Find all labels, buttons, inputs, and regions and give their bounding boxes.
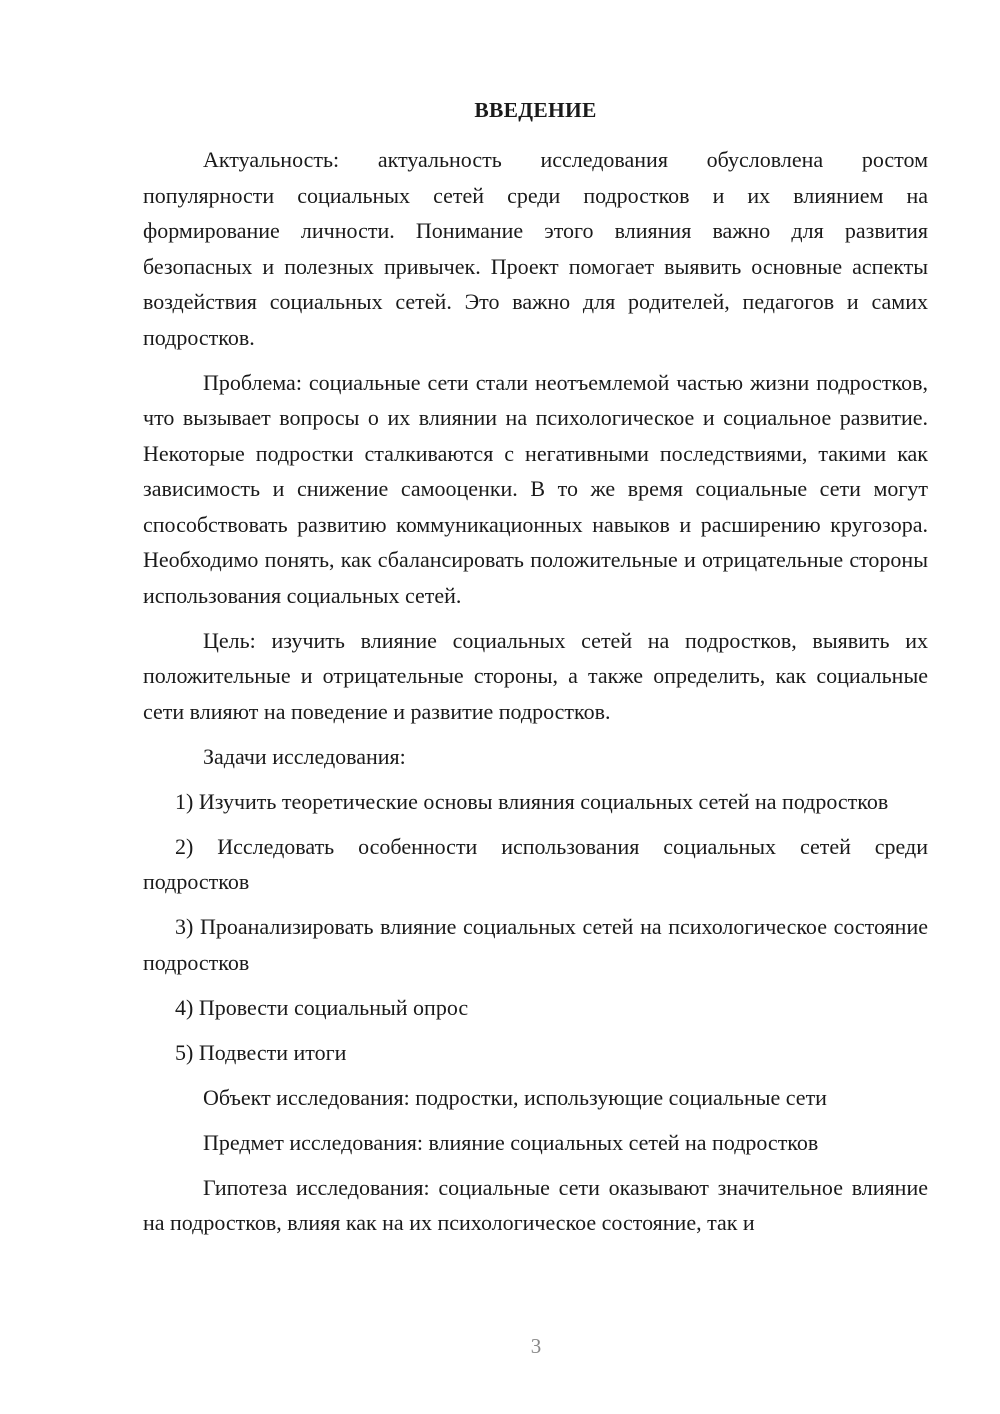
relevance-paragraph: Актуальность: актуальность исследования обусловлена ростом популярности социальных сетей среди подростков и их влиянием на формирование личности. Понимание этого влияния важно для развития безопасных и полезных привычек. Проект помогает выявить основные аспекты воздействия социальных сетей. Это важно для родителей, педагогов и самих подростков. [143, 147, 928, 350]
page-number: 3 [530, 1334, 542, 1358]
task-item-3: 3) Проанализировать влияние социальных сетей на психологическое состояние подростков [143, 914, 928, 975]
task-item-5: 5) Подвести итоги [175, 1039, 347, 1065]
research-object: Объект исследования: подростки, использующие социальные сети [203, 1084, 827, 1110]
tasks-heading: Задачи исследования: [203, 743, 406, 769]
goal-paragraph: Цель: изучить влияние социальных сетей на подростков, выявить их положительные и отрицательные стороны, а также определить, как социальные сети влияют на поведение и развитие подростков. [143, 627, 928, 724]
research-subject: Предмет исследования: влияние социальных сетей на подростков [203, 1129, 819, 1155]
task-item-4: 4) Провести социальный опрос [175, 994, 469, 1020]
problem-paragraph: Проблема: социальные сети стали неотъемлемой частью жизни подростков, что вызывает вопросы о их влиянии на психологическое и социальное развитие. Некоторые подростки сталкиваются с негативными последствиями, такими как зависимость и снижение самооценки. В то же время социальные сети могут способствовать развитию коммуникационных навыков и расширению кругозора. Необходимо понять, как сбалансировать положительные и отрицательные стороны использования социальных сетей. [143, 369, 928, 608]
document-body [143, 142, 928, 1250]
task-item-1: 1) Изучить теоретические основы влияния социальных сетей на подростков [175, 788, 889, 814]
research-hypothesis: Гипотеза исследования: социальные сети оказывают значительное влияние на подростков, влияя как на их психологическое состояние, так и [143, 1174, 928, 1235]
task-item-2: 2) Исследовать особенности использования социальных сетей среди подростков [143, 833, 928, 894]
page-title: ВВЕДЕНИЕ [474, 98, 597, 122]
